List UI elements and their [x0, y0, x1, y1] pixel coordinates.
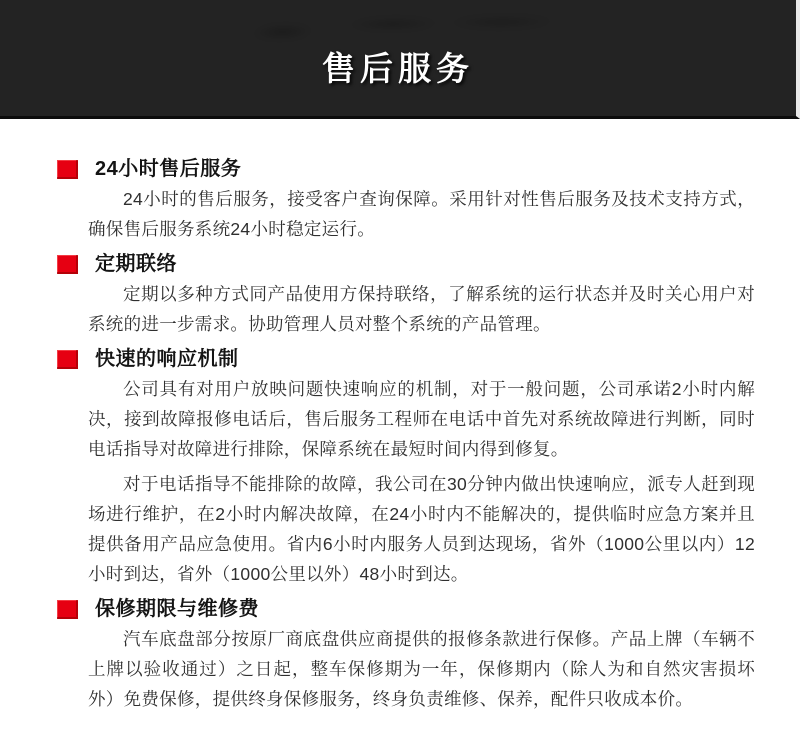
section-header [57, 594, 755, 624]
faint-watermark [224, 8, 597, 48]
section-paragraph: 汽车底盘部分按原厂商底盘供应商提供的报修条款进行保修。产品上牌（车辆不上牌以验收通过）之日起，整车保修期为一年，保修期内（除人为和自然灾害损坏外）免费保修，提供终身保修服务，终身负责维修、保养，配件只收成本价。 [88, 629, 755, 709]
page-header-banner [0, 0, 800, 119]
red-square-bullet-icon [57, 600, 78, 619]
section-rapid-response [57, 344, 755, 589]
section-body [88, 184, 755, 244]
section-paragraph: 24小时的售后服务，接受客户查询保障。采用针对性售后服务及技术支持方式，确保售后服务系统24小时稳定运行。 [88, 189, 755, 239]
page-title: 售后服务 [322, 50, 474, 87]
section-paragraph: 公司具有对用户放映问题快速响应的机制，对于一般问题，公司承诺2小时内解决，接到故障报修电话后，售后服务工程师在电话中首先对系统故障进行判断，同时电话指导对故障进行排除，保障系统在最短时间内得到修复。 [88, 379, 755, 459]
section-warranty-and-repair-fee [57, 594, 755, 714]
red-square-bullet-icon [57, 160, 78, 179]
section-header [57, 154, 755, 184]
section-header [57, 344, 755, 374]
section-heading: 定期联络 [95, 253, 177, 275]
section-24h-after-sales [57, 154, 755, 244]
red-square-bullet-icon [57, 350, 78, 369]
section-paragraph: 定期以多种方式同产品使用方保持联络，了解系统的运行状态并及时关心用户对系统的进一步需求。协助管理人员对整个系统的产品管理。 [88, 284, 755, 334]
section-body [88, 374, 755, 589]
section-regular-contact [57, 249, 755, 339]
section-header [57, 249, 755, 279]
section-heading: 快速的响应机制 [95, 348, 239, 370]
section-body [88, 279, 755, 339]
red-square-bullet-icon [57, 255, 78, 274]
section-heading: 24小时售后服务 [95, 158, 242, 180]
content-area [0, 119, 800, 714]
section-heading: 保修期限与维修费 [95, 598, 259, 620]
section-paragraph: 对于电话指导不能排除的故障，我公司在30分钟内做出快速响应，派专人赶到现场进行维护，在2小时内解决故障，在24小时内不能解决的，提供临时应急方案并且提供备用产品应急使用。省内6小时内服务人员到达现场，省外（1000公里以内）12小时到达，省外（1000公里以外）48小时到达。 [88, 474, 755, 584]
section-body [88, 624, 755, 714]
